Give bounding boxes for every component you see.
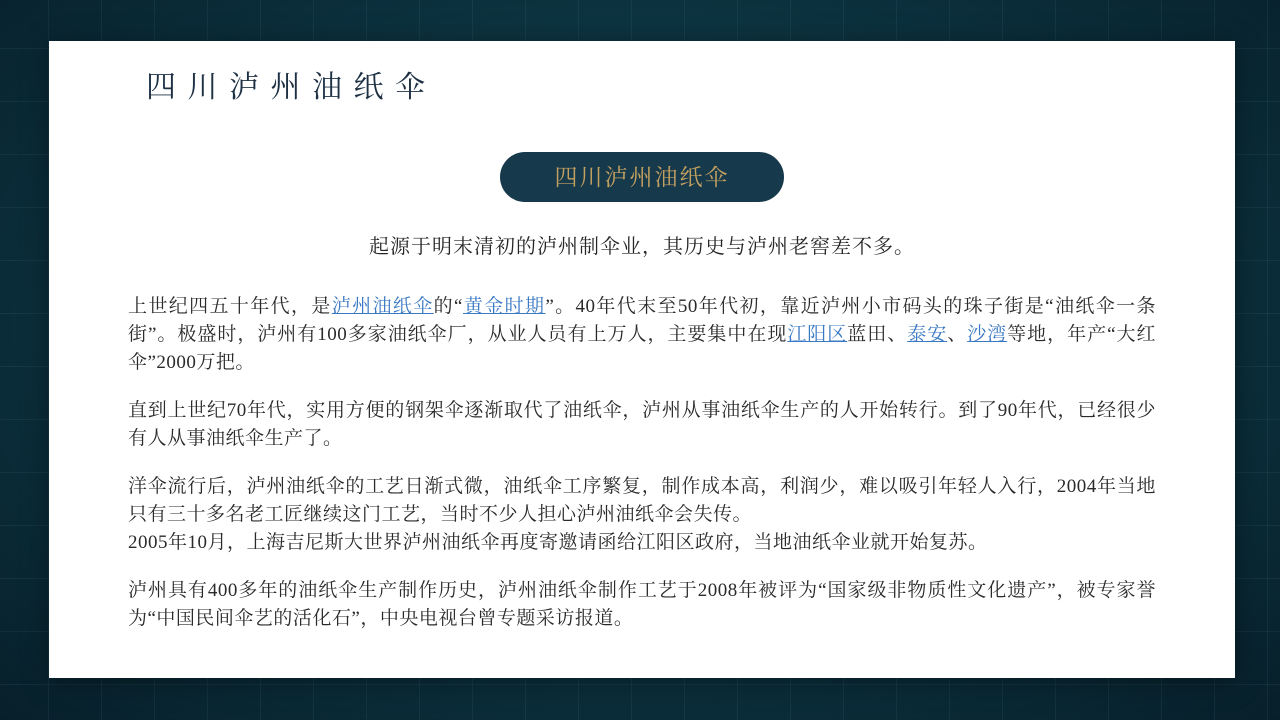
title-badge	[500, 152, 784, 202]
inline-link[interactable]: 江阳区	[787, 324, 848, 345]
title-badge-label: 四川泸州油纸伞	[554, 164, 730, 190]
body-paragraph: 洋伞流行后，泸州油纸伞的工艺日渐式微，油纸伞工序繁复，制作成本高，利润少，难以吸引年轻人入行，2004年当地只有三十多名老工匠继续这门工艺，当时不少人担心泸州油纸伞会失传。 2005年10月，上海吉尼斯大世界泸州油纸伞再度寄邀请函给江阳区政府，当地油纸伞业就开始复苏。	[128, 476, 1156, 553]
slide-canvas	[49, 41, 1235, 678]
inline-link[interactable]: 黄金时期	[462, 296, 546, 317]
slide-title: 四 川 泸 州 油 纸 伞	[146, 71, 427, 104]
slide-subtitle: 起源于明末清初的泸州制伞业，其历史与泸州老窖差不多。	[369, 236, 915, 258]
body-paragraph: 直到上世纪70年代，实用方便的钢架伞逐渐取代了油纸伞，泸州从事油纸伞生产的人开始转行。到了90年代，已经很少有人从事油纸伞生产了。	[128, 400, 1156, 449]
inline-link[interactable]: 泰安	[907, 324, 948, 345]
inline-link[interactable]: 沙湾	[967, 324, 1008, 345]
inline-link[interactable]: 泸州油纸伞	[331, 296, 434, 317]
body-paragraph: 泸州具有400多年的油纸伞生产制作历史，泸州油纸伞制作工艺于2008年被评为“国家级非物质性文化遗产”，被专家誉为“中国民间伞艺的活化石”，中央电视台曾专题采访报道。	[128, 580, 1156, 629]
body-paragraph: 上世纪四五十年代，是泸州油纸伞的“黄金时期”。40年代末至50年代初，靠近泸州小市码头的珠子街是“油纸伞一条街”。极盛时，泸州有100多家油纸伞厂，从业人员有上万人，主要集中在现江阳区蓝田、泰安、沙湾等地，年产“大红伞”2000万把。	[128, 296, 1156, 373]
body-text	[128, 293, 1156, 653]
